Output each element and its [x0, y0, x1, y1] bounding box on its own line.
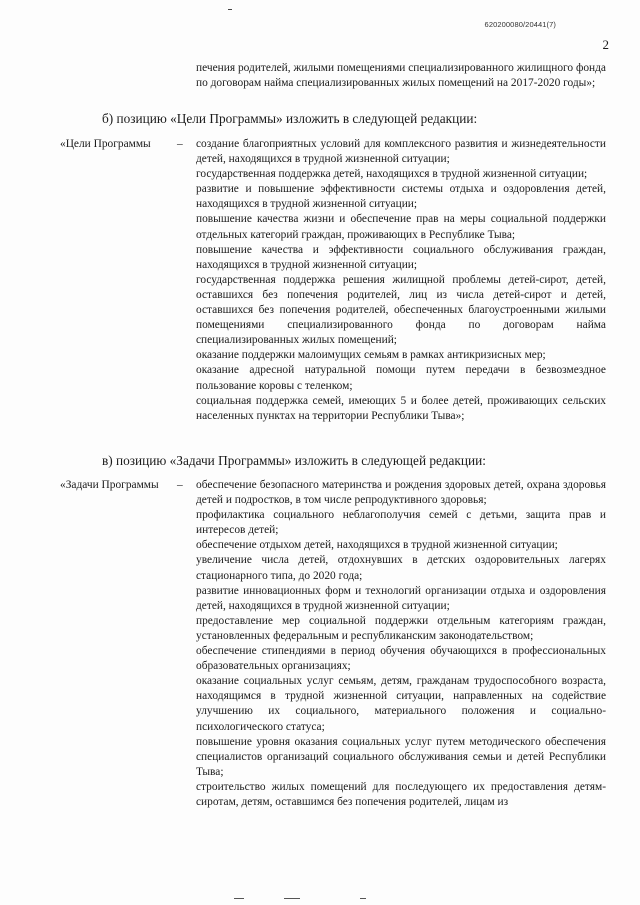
tasks-label: «Задачи Программы — [60, 479, 159, 491]
goal-item: создание благоприятных условий для комплексного развития и жизнедеятельности детей, находящихся в трудной жизненной ситуации; — [196, 138, 606, 166]
goal-item: социальная поддержка семей, имеющих 5 и более детей, проживающих сельских населенных пунктах на территории Республики Тыва»; — [196, 394, 606, 422]
task-item: повышение уровня оказания социальных услуг путем методического обеспечения специалистов организаций социального обслуживания семьи и детей Республики Тыва; — [196, 735, 606, 778]
goal-item: развитие и повышение эффективности системы отдыха и оздоровления детей, находящихся в трудной жизненной ситуации; — [196, 183, 606, 211]
document-code: 620200080/20441(7) — [484, 20, 556, 29]
task-item: предоставление мер социальной поддержки отдельным категориям граждан, установленных федеральным и республиканским законодательством; — [196, 614, 606, 642]
section-b-heading: б) позицию «Цели Программы» изложить в следующей редакции: — [102, 111, 478, 126]
scan-mark — [284, 898, 300, 899]
goal-item: оказание адресной натуральной помощи путем передачи в безвозмездное пользование коровы с теленком; — [196, 364, 606, 392]
tasks-dash: – — [177, 479, 183, 491]
task-item: строительство жилых помещений для последующего их предоставления детям-сиротам, детям, оставшимся без попечения родителей, лицам из — [196, 780, 606, 808]
page-number: 2 — [602, 37, 609, 52]
task-item: профилактика социального неблагополучия семей с детьми, защита прав и интересов детей; — [196, 509, 606, 537]
goal-item: оказание поддержки малоимущих семьям в рамках антикризисных мер; — [196, 349, 546, 362]
task-item: обеспечение стипендиями в период обучения обучающихся в профессиональных образовательных организациях; — [196, 645, 606, 673]
task-item: развитие инновационных форм и технологий организации отдыха и оздоровления детей, находящихся в трудной жизненной ситуации; — [196, 584, 606, 612]
goal-item: государственная поддержка решения жилищной проблемы детей-сирот, детей, оставшихся без попечения родителей, лиц из числа детей-сирот и детей, оставшихся без попечения родителей, обеспеченных благоустроенными жилыми помещениями специализированного фонда по договорам найма специализированных жилых помещений; — [196, 273, 606, 347]
task-item: увеличение числа детей, отдохнувших в детских оздоровительных лагерях стационарного типа, до 2020 года; — [196, 554, 606, 582]
goal-item: государственная поддержка детей, находящихся в трудной жизненной ситуации; — [196, 168, 588, 181]
intro-paragraph — [196, 61, 606, 91]
scan-mark — [228, 9, 232, 10]
scan-mark — [234, 898, 244, 899]
tasks-list — [196, 478, 606, 810]
section-v-heading: в) позицию «Задачи Программы» изложить в следующей редакции: — [102, 453, 486, 468]
goals-label: «Цели Программы — [60, 138, 151, 150]
task-item: обеспечение безопасного материнства и рождения здоровых детей, охрана здоровья детей и подростков, в том числе репродуктивного здоровья; — [196, 479, 606, 507]
scan-mark — [360, 898, 366, 899]
goal-item: повышение качества жизни и обеспечение прав на меры социальной поддержки отдельных категорий граждан, проживающих в Республике Тыва; — [196, 213, 606, 241]
goals-dash: – — [177, 138, 183, 150]
task-item: обеспечение отдыхом детей, находящихся в трудной жизненной ситуации; — [196, 539, 558, 552]
goals-list — [196, 137, 606, 424]
task-item: оказание социальных услуг семьям, детям, гражданам трудоспособного возраста, находящимся в трудной жизненной ситуации, направленных на содействие улучшению их социального, материального положения и социально-психологического статуса; — [196, 675, 606, 733]
goal-item: повышение качества и эффективности социального обслуживания граждан, находящихся в трудной жизненной ситуации; — [196, 243, 606, 271]
intro-text: печения родителей, жилыми помещениями специализированного жилищного фонда по договорам найма специализированных жилых помещений на 2017-2020 годы»; — [196, 62, 606, 90]
